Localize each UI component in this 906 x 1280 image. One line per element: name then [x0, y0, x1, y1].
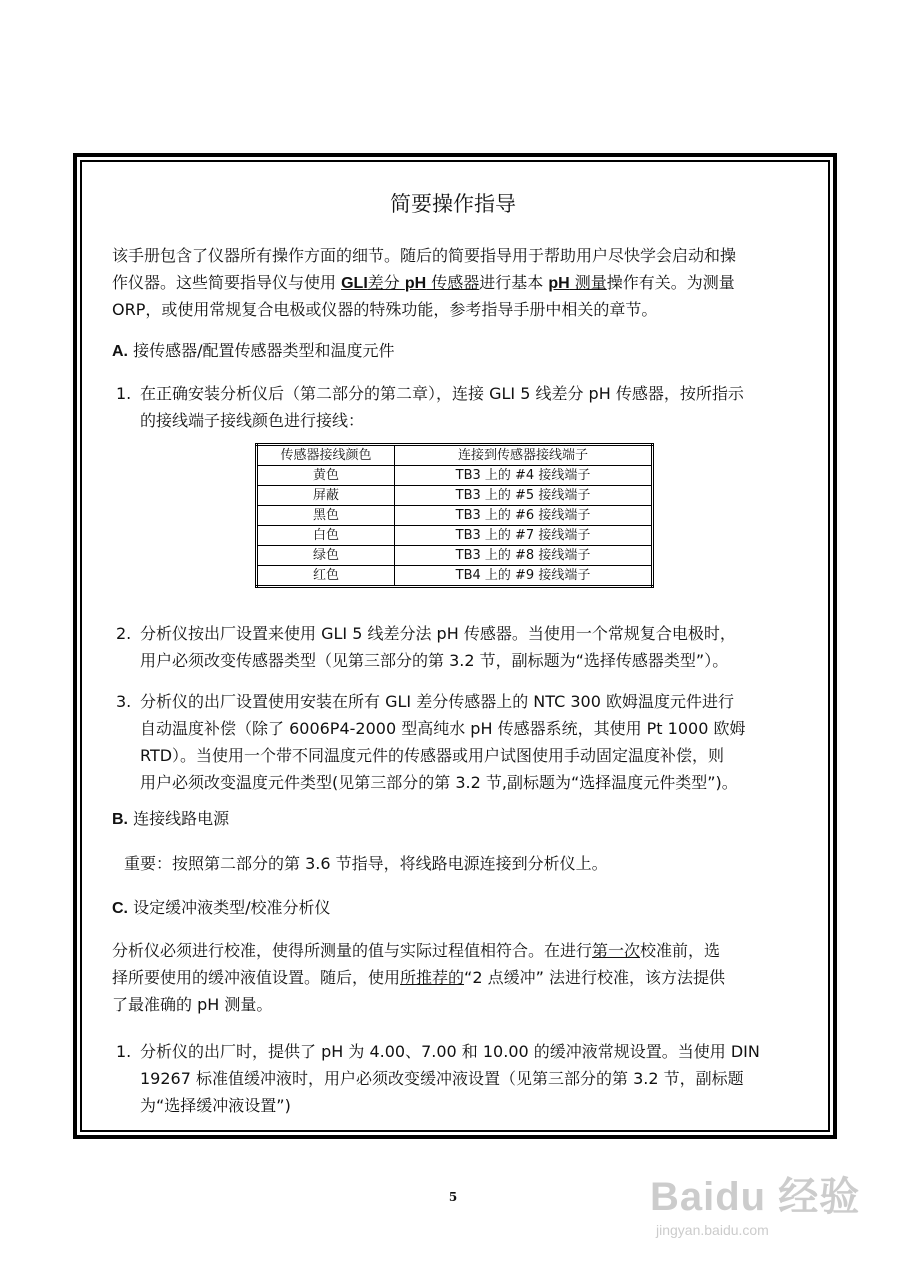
item-text: 自动温度补偿（除了 6006P4-2000 型高纯水 pH 传感器系统，其使用 Pt 1000 欧姆 [140, 719, 746, 738]
cell: TB3 上的 #7 接线端子 [395, 526, 653, 546]
cell: 白色 [257, 526, 395, 546]
baidu-watermark [650, 1165, 860, 1238]
item-text: 19267 标准值缓冲液时，用户必须改变缓冲液设置（见第三部分的第 3.2 节，副标题 [140, 1069, 744, 1088]
cell: 黑色 [257, 506, 395, 526]
watermark-logo: Baidu 经验 [650, 1175, 861, 1219]
column-header: 连接到传感器接线端子 [395, 445, 653, 466]
table-header-row [257, 445, 653, 466]
table-row [257, 486, 653, 506]
intro-line: ORP，或使用常规复合电极或仪器的特殊功能，参考指导手册中相关的章节。 [112, 300, 658, 319]
section-c-para: 分析仪必须进行校准，使得所测量的值与实际过程值相符合。在进行第一次校准前，选 [112, 941, 721, 960]
table-row [257, 566, 653, 587]
item-text: 分析仪按出厂设置来使用 GLI 5 线差分法 pH 传感器。当使用一个常规复合电极时， [140, 624, 736, 643]
cell: TB4 上的 #9 接线端子 [395, 566, 653, 587]
watermark-url: jingyan.baidu.com [656, 1222, 769, 1238]
intro-line: 该手册包含了仪器所有操作方面的细节。随后的简要指导用于帮助用户尽快学会启动和操 [112, 246, 737, 265]
cell: TB3 上的 #4 接线端子 [395, 466, 653, 486]
item-text: 的接线端子接线颜色进行接线： [140, 411, 365, 430]
column-header: 传感器接线颜色 [257, 445, 395, 466]
section-c-para: 择所要使用的缓冲液值设置。随后，使用所推荐的“2 点缓冲” 法进行校准，该方法提供 [112, 968, 725, 987]
section-a-heading: A. 接传感器/配置传感器类型和温度元件 [112, 341, 395, 360]
item-number: 1. [116, 1042, 132, 1061]
item-text: 分析仪的出厂设置使用安装在所有 GLI 差分传感器上的 NTC 300 欧姆温度元件进行 [140, 692, 734, 711]
section-b-text: 重要：按照第二部分的第 3.6 节指导，将线路电源连接到分析仪上。 [124, 854, 608, 873]
cell: 红色 [257, 566, 395, 587]
cell: 黄色 [257, 466, 395, 486]
item-text: RTD）。当使用一个带不同温度元件的传感器或用户试图使用手动固定温度补偿，则 [140, 746, 725, 765]
item-text: 分析仪的出厂时，提供了 pH 为 4.00、7.00 和 10.00 的缓冲液常规设置。当使用 DIN [140, 1042, 760, 1061]
table-row [257, 526, 653, 546]
item-text: 为“选择缓冲液设置”) [140, 1096, 291, 1115]
wiring-table [255, 443, 654, 588]
section-c-para: 了最准确的 pH 测量。 [112, 995, 273, 1014]
cell: 绿色 [257, 546, 395, 566]
item-text: 在正确安装分析仪后（第二部分的第二章），连接 GLI 5 线差分 pH 传感器，按所指示 [140, 384, 744, 403]
section-b-heading: B. 连接线路电源 [112, 809, 230, 828]
page-title: 简要操作指导 [390, 192, 516, 216]
item-number: 1. [116, 384, 132, 403]
intro-line: 作仪器。这些简要指导仪与使用 GLI差分 pH 传感器进行基本 pH 测量操作有关。为测量 [112, 273, 735, 292]
cell: TB3 上的 #6 接线端子 [395, 506, 653, 526]
item-number: 2. [116, 624, 132, 643]
table-row [257, 506, 653, 526]
item-text: 用户必须改变温度元件类型(见第三部分的第 3.2 节,副标题为“选择温度元件类型”)。 [140, 773, 738, 792]
cell: TB3 上的 #5 接线端子 [395, 486, 653, 506]
page-number: 5 [448, 1190, 458, 1204]
cell: TB3 上的 #8 接线端子 [395, 546, 653, 566]
section-c-heading: C. 设定缓冲液类型/校准分析仪 [112, 898, 331, 917]
table-row [257, 546, 653, 566]
item-text: 用户必须改变传感器类型（见第三部分的第 3.2 节，副标题为“选择传感器类型”）。 [140, 651, 729, 670]
table-row [257, 466, 653, 486]
item-number: 3. [116, 692, 132, 711]
cell: 屏蔽 [257, 486, 395, 506]
